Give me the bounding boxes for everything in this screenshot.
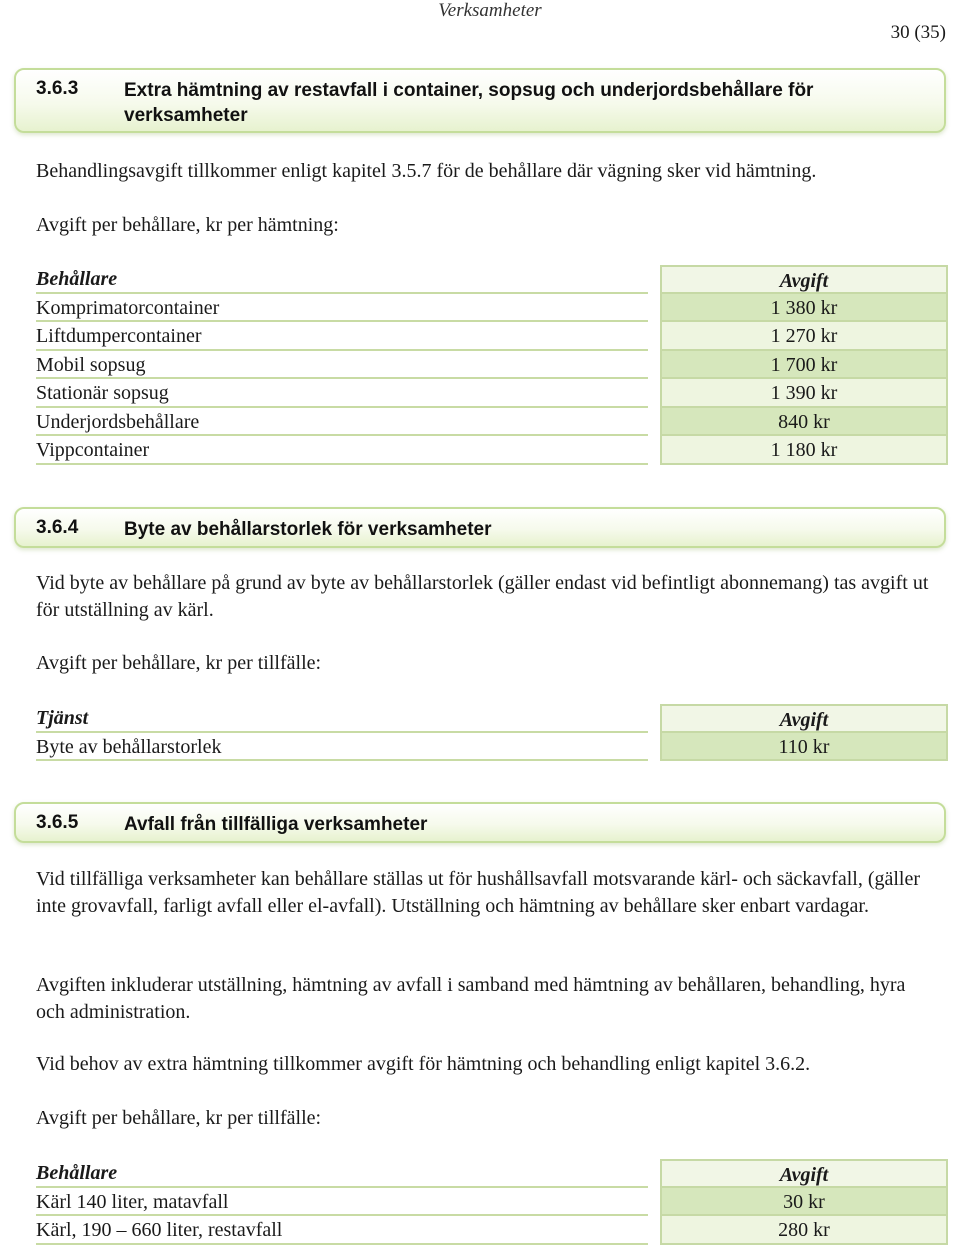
- table-row: [36, 408, 948, 437]
- table-cell-fee: 840 kr: [660, 408, 948, 437]
- table-cell-fee: 1 700 kr: [660, 351, 948, 380]
- section-title: Extra hämtning av restavfall i container, sopsug och underjordsbehållare för verksamheter: [124, 80, 814, 126]
- table-cell-name: Liftdumpercontainer: [36, 322, 648, 351]
- table-cell-name: Stationär sopsug: [36, 379, 648, 408]
- table-row: [36, 1216, 948, 1245]
- column-header: Behållare: [36, 265, 648, 294]
- section-number: 3.6.3: [36, 78, 79, 99]
- paragraph: Avgift per behållare, kr per tillfälle:: [36, 1107, 322, 1129]
- paragraph: Vid byte av behållare på grund av byte av behållarstorlek (gäller endast vid befintligt abonnemang) tas avgift ut för utställning av kärl.: [36, 572, 929, 621]
- table-cell-fee: 1 380 kr: [660, 294, 948, 323]
- table-cell-name: Mobil sopsug: [36, 351, 648, 380]
- table-row: [36, 733, 948, 762]
- section-heading-3-6-3: [14, 68, 946, 133]
- table-row: [36, 436, 948, 465]
- paragraph: Avgift per behållare, kr per tillfälle:: [36, 652, 322, 674]
- table-cell-name: Byte av behållarstorlek: [36, 733, 648, 762]
- table-row: [36, 294, 948, 323]
- fee-table-3-6-5: [36, 1159, 948, 1245]
- column-header: Avgift: [660, 1159, 948, 1188]
- table-cell-fee: 1 390 kr: [660, 379, 948, 408]
- table-header-row: [36, 1159, 948, 1188]
- table-row: [36, 379, 948, 408]
- table-header-row: [36, 704, 948, 733]
- column-header: Behållare: [36, 1159, 648, 1188]
- column-header: Avgift: [660, 265, 948, 294]
- column-header: Tjänst: [36, 704, 648, 733]
- paragraph: Avgiften inkluderar utställning, hämtning av avfall i samband med hämtning av behållaren, behandling, hyra och administration.: [36, 974, 906, 1023]
- fee-table-3-6-3: [36, 265, 948, 465]
- table-cell-name: Kärl, 190 – 660 liter, restavfall: [36, 1216, 648, 1245]
- section-title: Byte av behållarstorlek för verksamheter: [124, 519, 492, 540]
- table-cell-name: Vippcontainer: [36, 436, 648, 465]
- table-cell-name: Underjordsbehållare: [36, 408, 648, 437]
- paragraph: Vid behov av extra hämtning tillkommer avgift för hämtning och behandling enligt kapitel 3.6.2.: [36, 1053, 811, 1075]
- section-number: 3.6.4: [36, 517, 79, 538]
- table-cell-fee: 30 kr: [660, 1188, 948, 1217]
- fee-table-3-6-4: [36, 704, 948, 761]
- table-cell-fee: 1 270 kr: [660, 322, 948, 351]
- table-row: [36, 351, 948, 380]
- paragraph: Avgift per behållare, kr per hämtning:: [36, 214, 339, 236]
- table-row: [36, 1188, 948, 1217]
- section-heading-3-6-5: [14, 802, 946, 843]
- section-title: Avfall från tillfälliga verksamheter: [124, 814, 428, 835]
- column-header: Avgift: [660, 704, 948, 733]
- section-number: 3.6.5: [36, 812, 79, 833]
- table-cell-fee: 1 180 kr: [660, 436, 948, 465]
- table-header-row: [36, 265, 948, 294]
- table-cell-fee: 280 kr: [660, 1216, 948, 1245]
- table-row: [36, 322, 948, 351]
- table-cell-name: Komprimatorcontainer: [36, 294, 648, 323]
- page-number: 30 (35): [890, 22, 946, 43]
- table-cell-fee: 110 kr: [660, 733, 948, 762]
- paragraph: Behandlingsavgift tillkommer enligt kapitel 3.5.7 för de behållare där vägning sker vid hämtning.: [36, 160, 817, 182]
- running-header: Verksamheter: [438, 0, 542, 21]
- paragraph: Vid tillfälliga verksamheter kan behållare ställas ut för hushållsavfall motsvarande kärl- och säckavfall, (gäller inte grovavfall, farligt avfall eller el-avfall). Utställning och hämtning av behållare sker enbart vardagar.: [36, 868, 921, 917]
- table-cell-name: Kärl 140 liter, matavfall: [36, 1188, 648, 1217]
- section-heading-3-6-4: [14, 507, 946, 548]
